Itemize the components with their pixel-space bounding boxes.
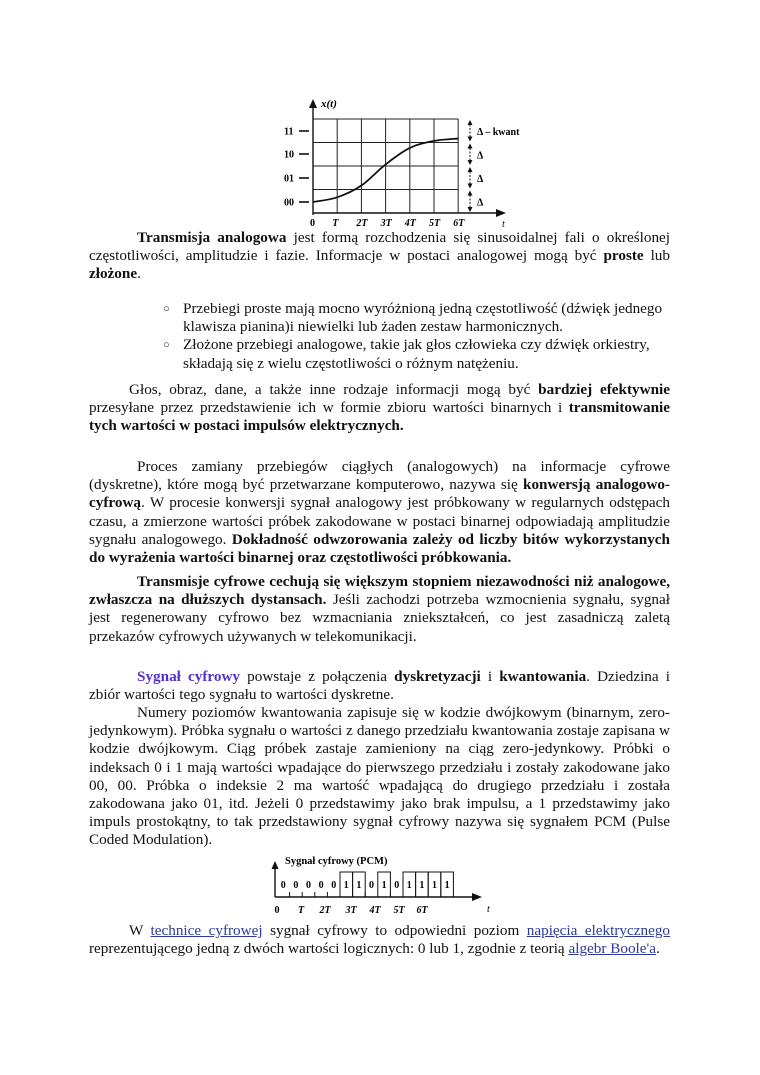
paragraph-analog-transmission xyxy=(89,229,670,284)
arrow-up-icon xyxy=(468,120,473,125)
arrow-up-icon xyxy=(468,144,473,149)
level-label: 10 xyxy=(284,149,294,161)
arrow-down-icon xyxy=(468,207,473,212)
circle-bullet-icon: ○ xyxy=(163,339,170,352)
paragraph-quantization-levels xyxy=(89,704,670,850)
delta-label: Δ xyxy=(477,173,484,185)
x-axis-arrow-icon xyxy=(496,209,506,217)
x-tick-label: 3T xyxy=(345,905,357,916)
text-run: . W procesie konwersji sygnał analogowy jest próbkowany w regularnych odstępach czasu, a zmierzone wartości próbek zakodowane w postaci binarnej odpowiadają amplitudzie sygnału analogowego. xyxy=(89,494,670,548)
bit-label: 1 xyxy=(406,880,412,891)
text-run: powstaje z połączenia xyxy=(240,668,395,685)
arrow-down-icon xyxy=(468,184,473,189)
bullet-list xyxy=(163,300,670,373)
delta-label: Δ xyxy=(477,197,484,209)
y-axis-arrow-icon xyxy=(309,99,317,108)
pcm-title: Sygnał cyfrowy (PCM) xyxy=(285,856,388,867)
paragraph-binary-representation xyxy=(89,381,670,436)
emphasized-text: proste xyxy=(603,247,644,265)
text-run: . Dziedzina i zbiór wartości tego sygnału to wartości dyskretne. xyxy=(89,668,670,704)
text-run: sygnał cyfrowy to odpowiedni poziom xyxy=(262,922,527,939)
text-run: i xyxy=(480,668,500,685)
arrow-up-icon xyxy=(468,167,473,172)
x-tick-label: 6T xyxy=(416,905,428,916)
text-run: . xyxy=(137,265,141,283)
text-run: W xyxy=(129,922,151,939)
bullet-text: Przebiegi proste mają mocno wyróżnioną jedną częstotliwość (dźwięk jednego klawisza pianina)i niewielki lub żaden zestaw harmonicznych. xyxy=(183,300,663,336)
x-axis-label: t xyxy=(502,219,505,230)
bit-label: 0 xyxy=(280,880,286,891)
x-tick-label: 4T xyxy=(404,218,416,229)
text-run: przesyłane przez przedstawienie ich w formie zbioru wartości binarnych i xyxy=(89,399,569,417)
bit-label: 1 xyxy=(381,880,387,891)
text-run: Jeśli zachodzi potrzeba wzmocnienia sygnału, sygnał jest regenerowany cyfrowo bez wzmacniania zniekształceń, co jest zasadniczą zaletą przekazów cyfrowych używanych w telekomunikacji. xyxy=(89,591,670,645)
x-axis-label: t xyxy=(487,904,490,915)
x-axis-arrow-icon xyxy=(472,893,482,901)
bit-label: 1 xyxy=(356,880,362,891)
emphasized-text: kwantowania xyxy=(499,668,587,685)
bit-label: 1 xyxy=(343,880,349,891)
text-run: jest formą rozchodzenia się sinusoidalnej fali o określonej częstotliwości, amplitudzie i fazie. Informacje w postaci analogowej mogą być xyxy=(89,229,670,265)
paragraph-digital-reliability xyxy=(89,573,670,646)
text-run: Numery poziomów kwantowania zapisuje się w kodzie dwójkowym (binarnym, zero-jedynkowym). Próbka sygnału o wartości z danego przedziału kwantowania zostaje zapisana w kodzie dwójkowym. Ciąg próbek zastaje zamieniony na ciąg zero-jedynkowy. Próbki o indeksach 0 i 1 mają wartości wpadające do pierwszego przedziału i zostały zakodowane jako 00, 00. Próbka o indeksie 2 ma wartość wpadającą do drugiego przedziału i została zakodowana jako 01, itd. Jeżeli 0 przedstawimy jako brak impulsu, a 1 przedstawimy jako impuls prostokątny, to tak przedstawiony sygnał cyfrowy nazywa się sygnałem PCM (Pulse Coded Modulation). xyxy=(89,704,670,849)
link[interactable]: algebr Boole'a xyxy=(568,940,656,958)
bit-label: 0 xyxy=(293,880,299,891)
pcm-signal-figure xyxy=(260,850,500,920)
bit-label: 1 xyxy=(432,880,437,891)
paragraph-digital-technique xyxy=(89,922,670,958)
link[interactable]: technice cyfrowej xyxy=(150,922,263,939)
emphasized-text: złożone xyxy=(89,265,138,283)
text-run: reprezentującego jedną z dwóch wartości logicznych: 0 lub 1, zgodnie z teorią xyxy=(89,940,569,958)
y-axis-label: x(t) xyxy=(321,98,337,110)
delta-label: Δ – kwant xyxy=(477,126,520,138)
bit-label: 0 xyxy=(394,880,400,891)
x-tick-label: 6T xyxy=(453,218,465,229)
x-tick-label: 2T xyxy=(319,905,331,916)
paragraph-ad-conversion xyxy=(89,458,670,567)
arrow-up-icon xyxy=(468,191,473,196)
text-run: . xyxy=(655,940,660,958)
emphasized-text: transmitowanie tych wartości w postaci impulsów elektrycznych. xyxy=(89,399,670,435)
text-run: lub xyxy=(643,247,670,265)
bit-label: 1 xyxy=(444,880,450,891)
bit-label: 0 xyxy=(331,880,337,891)
emphasized-text: Dokładność odwzorowania zależy od liczby bitów wykorzystanych do wyrażenia wartości binarnej oraz częstotliwości próbkowania. xyxy=(89,530,670,567)
level-label: 00 xyxy=(284,197,294,209)
text-run: Proces zamiany przebiegów ciągłych (analogowych) na informacje cyfrowe (dyskretne), które mogą być przetwarzane komputerowo, nazywa się xyxy=(89,458,670,494)
paragraph-digital-signal xyxy=(89,668,670,704)
arrow-down-icon xyxy=(468,160,473,165)
y-axis-arrow-icon xyxy=(272,861,279,869)
bit-label: 0 xyxy=(318,880,324,891)
x-tick-label: 0 xyxy=(274,905,280,916)
bullet-item xyxy=(163,336,670,372)
x-tick-label: 5T xyxy=(393,905,405,916)
x-tick-label: T xyxy=(297,905,305,916)
link[interactable]: napięcia elektrycznego xyxy=(526,922,671,939)
level-label: 01 xyxy=(284,173,294,185)
x-tick-label: 3T xyxy=(380,218,392,229)
x-tick-label: 4T xyxy=(369,905,381,916)
bit-label: 0 xyxy=(369,880,374,891)
x-tick-label: 2T xyxy=(356,218,368,229)
emphasized-text: Sygnał cyfrowy xyxy=(137,668,241,685)
circle-bullet-icon: ○ xyxy=(163,303,170,315)
level-label: 11 xyxy=(284,126,294,138)
x-tick-label: 0 xyxy=(310,218,315,229)
emphasized-text: Transmisje cyfrowe cechują się większym stopniem niezawodności niż analogowe, zwłaszcza na dłuższych dystansach. xyxy=(89,573,670,609)
bit-label: 1 xyxy=(419,880,425,891)
bit-label: 0 xyxy=(306,880,311,891)
text-run: Głos, obraz, dane, a także inne rodzaje informacji mogą być xyxy=(129,381,539,398)
bullet-text: Złożone przebiegi analogowe, takie jak głos człowieka czy dźwięk orkiestry, składają się z wielu częstotliwości o różnym natężeniu. xyxy=(183,336,650,372)
delta-label: Δ xyxy=(477,150,484,162)
bullet-item xyxy=(163,300,670,336)
emphasized-text: bardziej efektywnie xyxy=(538,381,670,398)
x-tick-label: T xyxy=(332,218,339,229)
emphasized-text: Transmisja analogowa xyxy=(137,229,287,246)
analog-signal-figure xyxy=(270,90,530,230)
emphasized-text: konwersją analogowo-cyfrową xyxy=(89,476,670,512)
arrow-down-icon xyxy=(468,137,473,142)
x-tick-label: 5T xyxy=(429,218,441,229)
emphasized-text: dyskretyzacji xyxy=(394,668,481,685)
